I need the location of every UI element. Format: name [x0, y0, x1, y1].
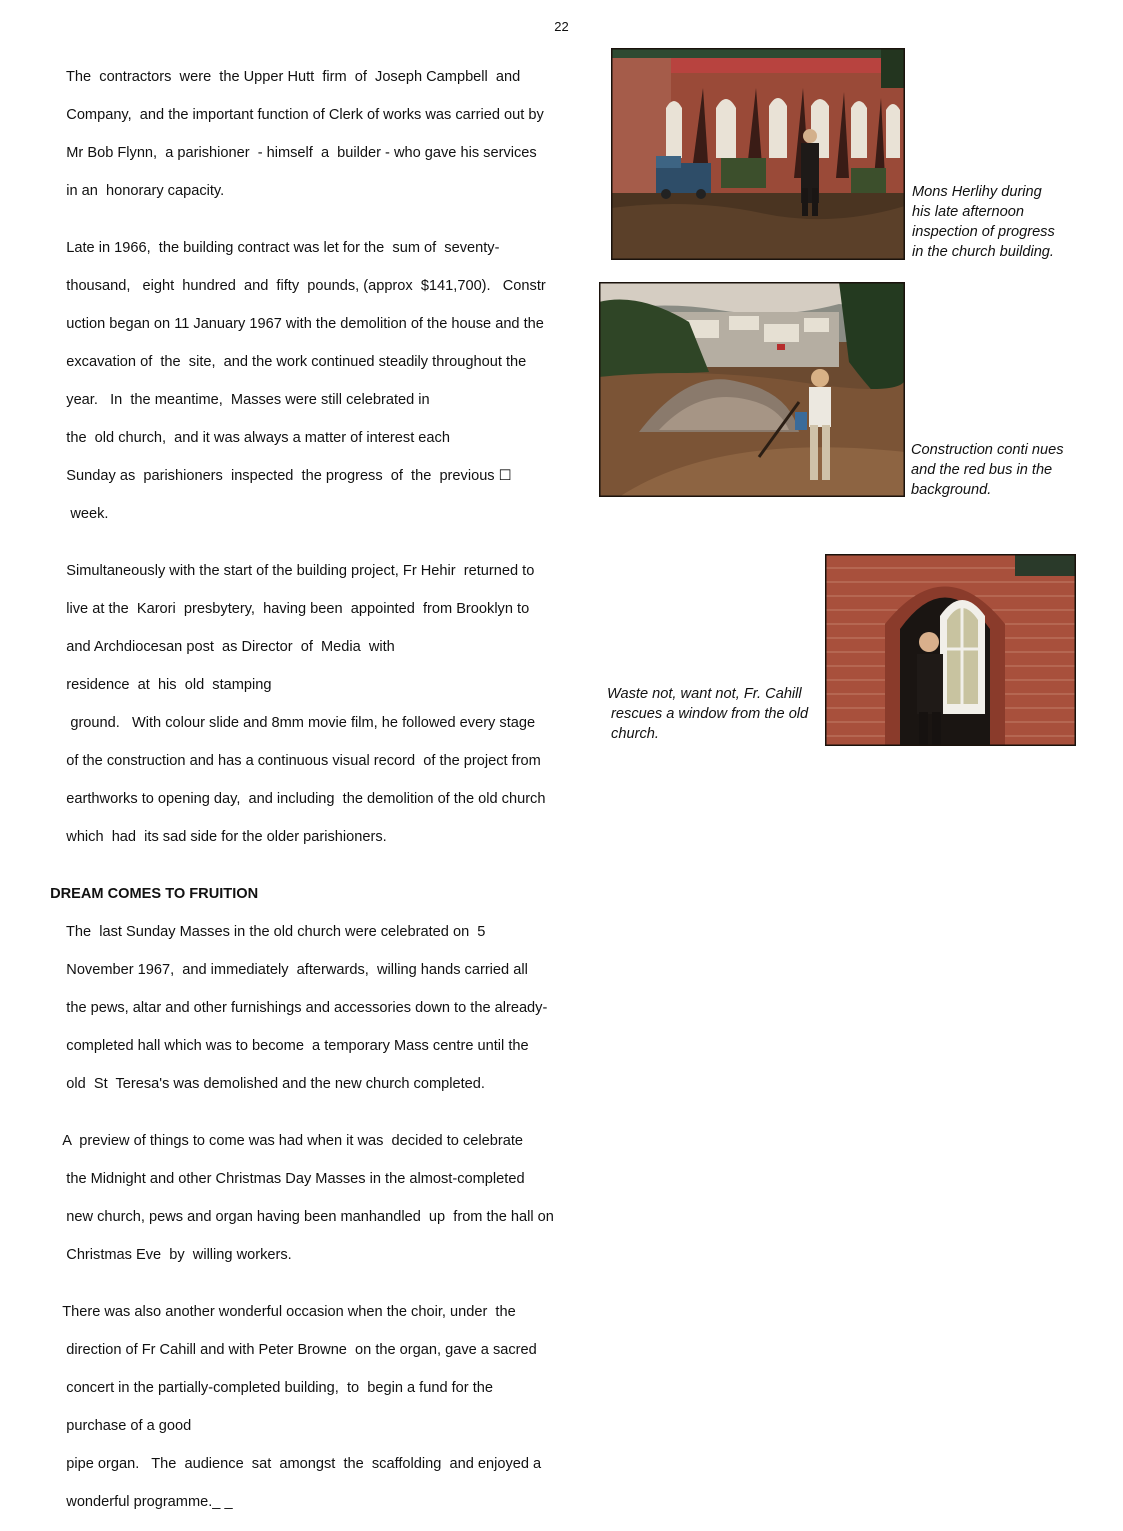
- paragraph-last-masses: The last Sunday Masses in the old church were celebrated on 5 November 1967, and immediately afterwards, willing hands carried all the pews, altar and other furnishings and accessories down to the already- completed hall which was to become a temporary Mass centre until the old St Teresa's was demolished and the new church completed.: [62, 924, 548, 1092]
- caption-construction: Construction conti nues and the red bus in the background.: [911, 442, 1064, 498]
- paragraph-contract: Late in 1966, the building contract was let for the sum of seventy- thousand, eight hundred and fifty pounds, (approx $141,700). Constr uction began on 11 January 1967 with the demolition of the house and the excavation of the site, and the work continued steadily throughout the year. In the meantime, Masses were still celebrated in the old church, and it was always a matter of interest each Sunday as parishioners inspected the progress of the previous ☐ week.: [62, 240, 546, 522]
- photo-window-rescue: [825, 554, 1076, 746]
- paragraph-preview: A preview of things to come was had when it was decided to celebrate the Midnight and other Christmas Day Masses in the almost-completed new church, pews and organ having been manhandled up from the hall on Christmas Eve by willing workers.: [62, 1133, 554, 1263]
- section-heading: DREAM COMES TO FRUITION: [46, 886, 259, 902]
- paragraph-fr-hehir: Simultaneously with the start of the building project, Fr Hehir returned to live at the Karori presbytery, having been appointed from Brooklyn to and Archdiocesan post as Director of Media with residence at his old stamping ground. With colour slide and 8mm movie film, he followed every stage of the construction and has a continuous visual record of the project from earthworks to opening day, and including the demolition of the old church which had its sad side for the older parishioners.: [62, 563, 546, 845]
- photo-church-building: [611, 48, 905, 260]
- page-number: 22: [554, 19, 569, 34]
- article-text: [46, 49, 562, 1531]
- caption-window-rescue: Waste not, want not, Fr. Cahill rescues a window from the old church.: [607, 686, 809, 742]
- caption-mons-herlihy: Mons Herlihy during his late afternoon inspection of progress in the church building.: [912, 184, 1055, 260]
- paragraph-contractors: The contractors were the Upper Hutt firm of Joseph Campbell and Company, and the important function of Clerk of works was carried out by Mr Bob Flynn, a parishioner - himself a builder - who gave his services in an honorary capacity.: [62, 69, 544, 199]
- paragraph-concert: There was also another wonderful occasion when the choir, under the direction of Fr Cahill and with Peter Browne on the organ, gave a sacred concert in the partially-completed building, to begin a fund for the purchase of a good pipe organ. The audience sat amongst the scaffolding and enjoyed a wonderful programme._ _: [62, 1304, 542, 1510]
- photo-construction-site: [599, 282, 905, 497]
